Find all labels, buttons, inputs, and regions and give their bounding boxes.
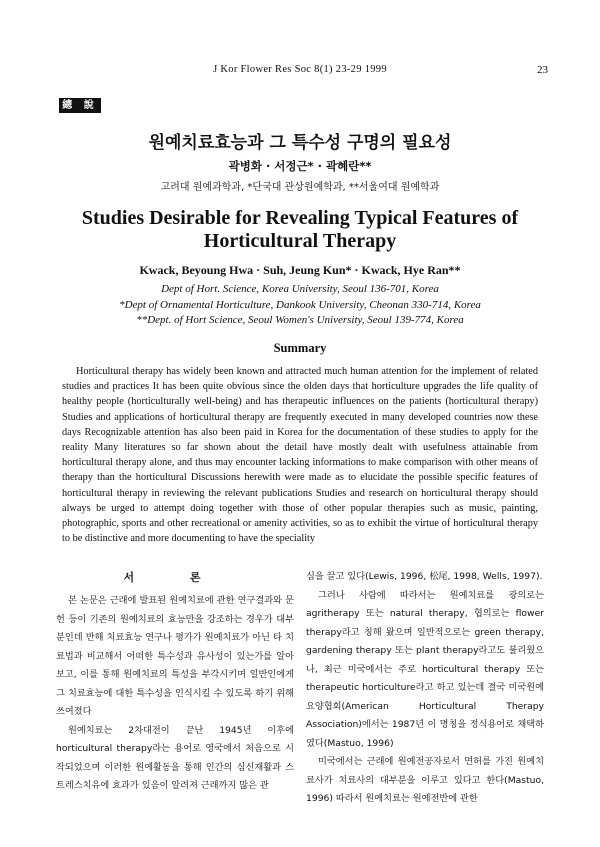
body-paragraph: 원예치료는 2차대전이 끝난 1945년 이후에 horticultural therapy라는 용어로 영국에서 처음으로 시작되었으며 이러한 원예활동을 통해 인간의 심신재활과 스트레스치유에 효과가 있음이 알려져 근래까지 많은 관 <box>56 724 294 791</box>
summary-heading: Summary <box>273 341 327 355</box>
summary-text: Horticultural therapy has widely been known and attracted much human attention for the implement of related studies and practices It has been quite obvious since the olden days that horticulture upgrades the life quality of healthy people (horticulturally well-being) and has therapeutic influences on the patients (horticultural therapy) Studies and applications of horticultural therapy are frequently executed in many developed countries now these days Recognizable attention has also been paid in Korea for the documentation of these studies to apply for the reality Many literatures so far shown about the detail have mostly dealt with usefulness attainable from horticultural therapy alone, and thus may encounter lacking informations to make comparison with other means of therapy than the horticultural Discussions herewith were made as to elucidate the possible specific features of horticultural therapy in reviewing the relevant publications Studies and research on horticultural therapy should always be urged to attempt doing together with those of other popular therapies such as music, painting, photographic, sports and other recreational or amenity activities, so as to exhibit the virtue of horticultural therapy to be distinctive and more documenting to have the speciality <box>62 366 538 545</box>
english-title: Studies Desirable for Revealing Typical Features of Horticultural Therapy <box>81 207 519 252</box>
body-paragraph: 미국에서는 근래에 원예전공자로서 면허를 가진 원예치료사가 치료사의 대부분을 이루고 있다고 한다(Mastuo, 1996) 따라서 원예치료는 원예전반에 관한 <box>306 756 544 804</box>
english-authors: Kwack, Beyoung Hwa · Suh, Jeung Kun* · Kwack, Hye Ran** <box>139 263 461 277</box>
journal-citation: J Kor Flower Res Soc 8(1) 23-29 1999 <box>213 64 387 75</box>
page-number: 23 <box>537 64 548 76</box>
affiliation-line: **Dept. of Hort Science, Seoul Women's University, Seoul 139-774, Korea <box>136 314 464 326</box>
body-paragraph: 본 논문은 근래에 발표된 원예치료에 관한 연구결과와 문헌 등이 기존의 원예치료의 효능만을 강조하는 경우가 대부분인데 반해 치료효능 연구나 평가가 원예치료가 아닌 타 치료법과 비교해서 어떠한 특수성과 유사성이 있는가를 알아보고, 이를 통해 원예치료의 특성을 부각시키며 일반인에게 그 치료효능에 대한 특수성을 인식시킬 수 있도록 하기 위해 쓰여졌다 <box>56 595 294 717</box>
korean-affiliations: 고려대 원예과학과, *단국대 관상원예학과, **서울여대 원예학과 <box>160 182 440 193</box>
body-paragraph: 그러나 사람에 따라서는 원예치료를 광의로는 agritherapy 또는 natural therapy, 협의로는 flower therapy라고 칭해 왔으며 일반적으로는 green therapy, gardening therapy 또는 plant therapy라고도 불리웠으나, 최근 미국에서는 주로 horticultural therapy 또는 therapeutic horticulture라고 하고 있는데 결국 미국원예요양협회(American Horticultural Therapy Association)에서는 1987년 이 명칭을 정식용어로 채택하였다(Mastuo, 1996) <box>306 589 544 749</box>
section-heading-introduction: 서 론 <box>123 571 227 584</box>
article-type-badge: 總 說 <box>59 98 101 113</box>
korean-title: 원예치료효능과 그 특수성 구명의 필요성 <box>148 133 452 153</box>
affiliation-line: *Dept of Ornamental Horticulture, Dankook University, Cheonan 330-714, Korea <box>119 298 481 311</box>
left-column <box>56 568 294 796</box>
korean-authors: 곽병화 · 서정근* · 곽혜란** <box>228 159 372 173</box>
affiliation-line: Dept of Hort. Science, Korea University, Seoul 136-701, Korea <box>161 283 439 295</box>
english-affiliations <box>0 282 600 329</box>
right-column <box>306 568 544 809</box>
body-paragraph: 심을 끌고 있다(Lewis, 1996, 松尾, 1998, Wells, 1997). <box>306 571 543 582</box>
